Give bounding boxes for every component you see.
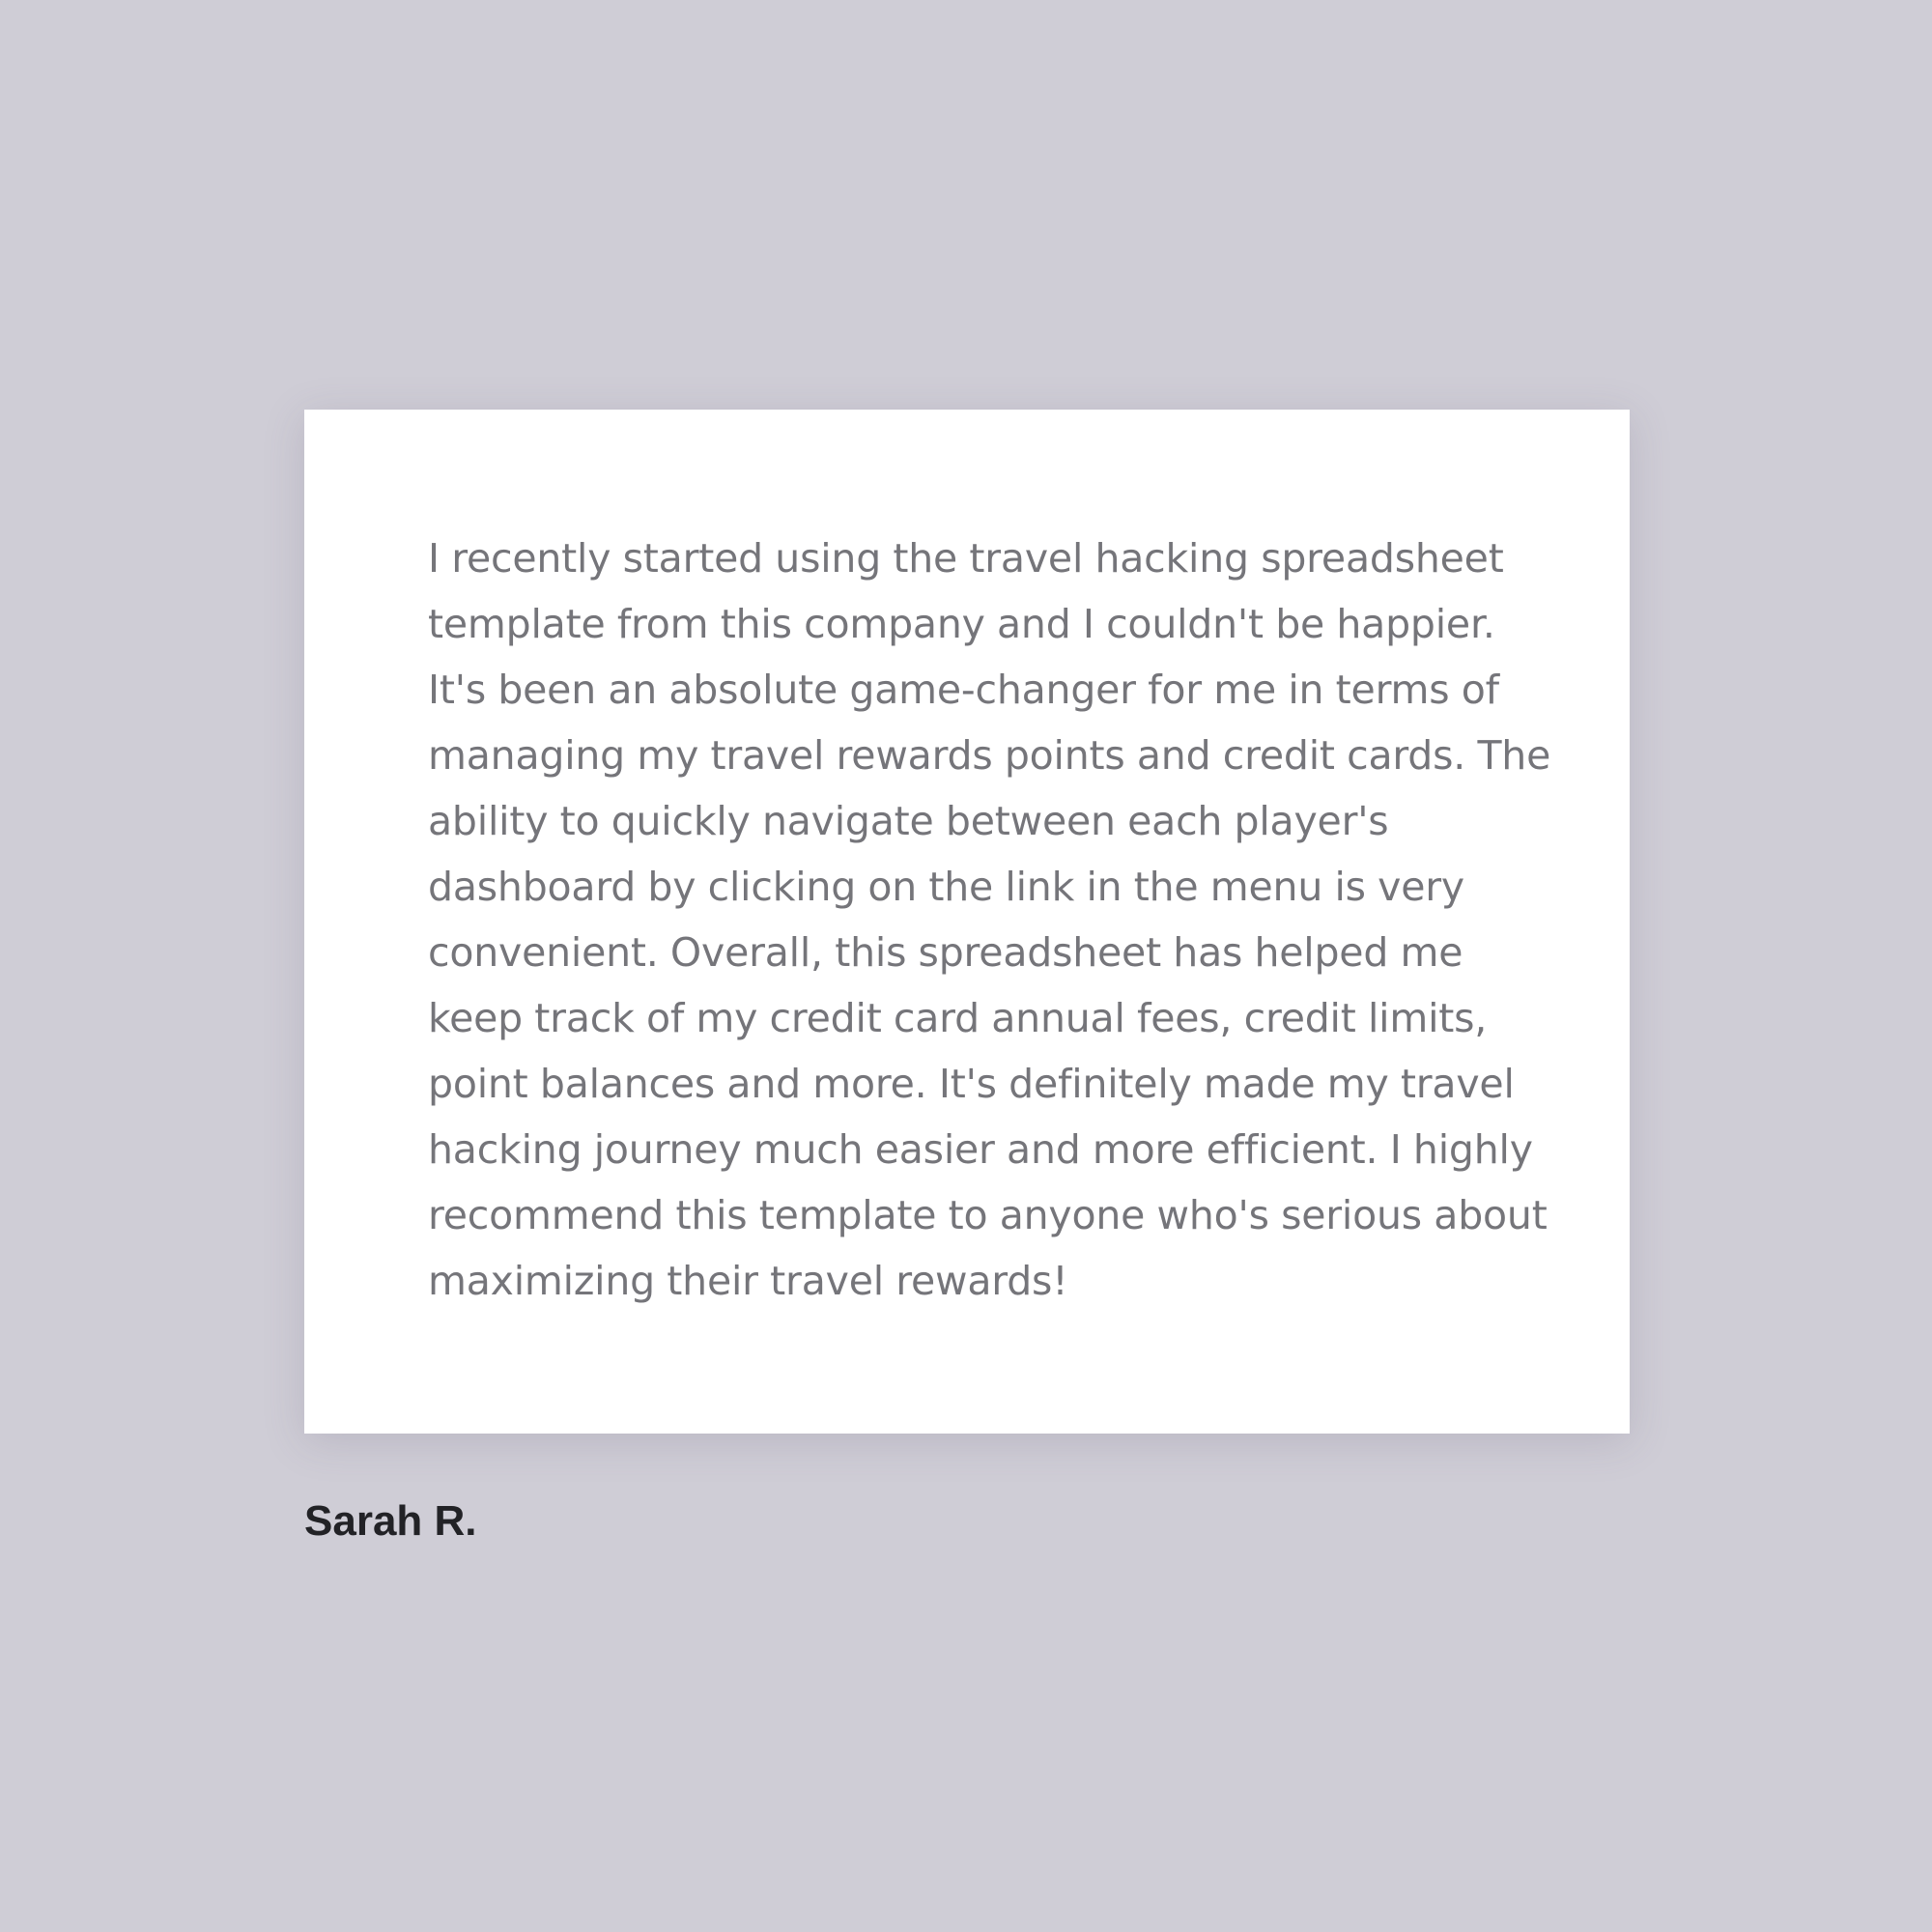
- testimonial-author: Sarah R.: [304, 1497, 477, 1545]
- testimonial-card: [304, 410, 1630, 1434]
- testimonial-quote: I recently started using the travel hacking spreadsheet template from this company and I couldn't be happier. It's been an absolute game-changer for me in terms of managing my travel rewards points and credit cards. The ability to quickly navigate between each player's dashboard by clicking on the link in the menu is very convenient. Overall, this spreadsheet has helped me keep track of my credit card annual fees, credit limits, point balances and more. It's definitely made my travel hacking journey much easier and more efficient. I highly recommend this template to anyone who's serious about maximizing their travel rewards!: [428, 535, 1551, 1304]
